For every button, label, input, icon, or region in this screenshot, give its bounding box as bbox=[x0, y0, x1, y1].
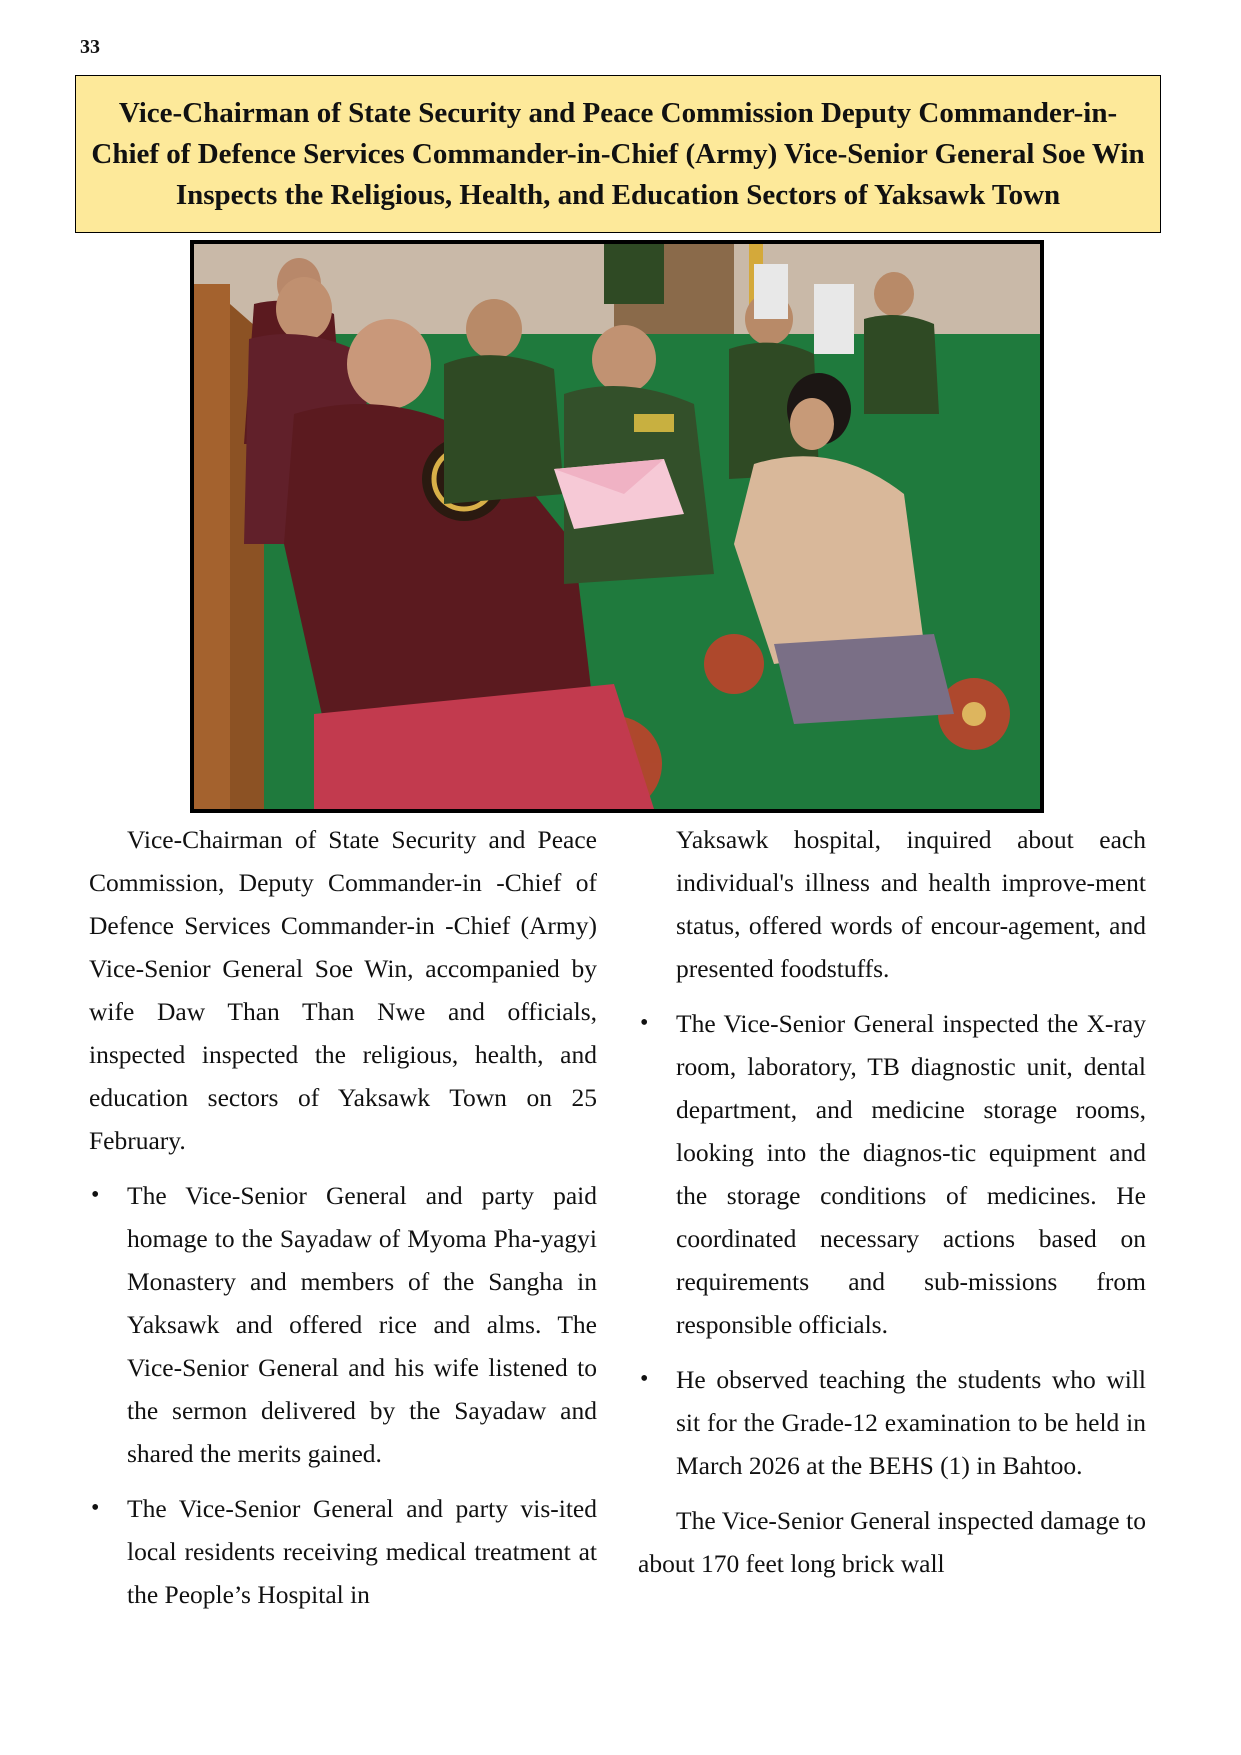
officer-body bbox=[604, 244, 664, 304]
officer-head bbox=[874, 272, 914, 316]
woman-skirt bbox=[774, 634, 954, 724]
attendee bbox=[754, 264, 788, 319]
news-photo bbox=[190, 240, 1044, 813]
bullet-list bbox=[89, 1174, 597, 1616]
bullet-inspection: • The Vice-Senior General inspected the X-ray room, laboratory, TB diagnostic unit, dental department, and medicine storage rooms, looking into the diagnos-tic equipment and the storage conditions of medicines. He coordinated necessary actions based on requirements and sub-missions from responsible officials. bbox=[638, 1002, 1146, 1346]
bullet-school: • He observed teaching the students who will sit for the Grade-12 examination to be held in March 2026 at the BEHS (1) in Bahtoo. bbox=[638, 1358, 1146, 1487]
attendee bbox=[814, 284, 854, 354]
carpet-medallion-center bbox=[962, 702, 986, 726]
bullet-hospital-visit: • The Vice-Senior General and party vis-ited local residents receiving medical treatment at the People’s Hospital in bbox=[89, 1487, 597, 1616]
monk-head bbox=[347, 319, 431, 409]
page-number: 33 bbox=[80, 36, 100, 58]
officer-ribbons bbox=[634, 414, 674, 432]
bullet-monastery: • The Vice-Senior General and party paid homage to the Sayadaw of Myoma Pha-yagyi Monastery and members of the Sangha in Yaksawk and offered rice and alms. The Vice-Senior General and his wife listened to the sermon delivered by the Sayadaw and shared the merits gained. bbox=[89, 1174, 597, 1475]
bullet-hospital-visit-continued: Yaksawk hospital, inquired about each individual's illness and health improve-ment status, offered words of encour-agement, and presented foodstuffs. bbox=[676, 825, 1146, 983]
officer-head bbox=[466, 299, 522, 359]
right-column bbox=[638, 818, 1146, 1585]
officer-body bbox=[864, 315, 939, 414]
officer-head bbox=[592, 325, 656, 393]
bullet-list-right bbox=[638, 1002, 1146, 1487]
carpet-medallion bbox=[704, 634, 764, 694]
photo-illustration bbox=[194, 244, 1040, 809]
closing-paragraph: The Vice-Senior General inspected damage to about 170 feet long brick wall bbox=[638, 1506, 1146, 1578]
officer-body bbox=[444, 355, 564, 504]
headline-box bbox=[75, 75, 1161, 233]
left-column bbox=[89, 818, 597, 1628]
carved-chair bbox=[194, 284, 230, 809]
headline: Vice-Chairman of State Security and Peace Commission Deputy Commander-in-Chief of Defence Services Commander-in-Chief (Army) Vice-Senior General Soe Win Inspects the Religious, Health, and Education Sectors of Yaksawk Town bbox=[91, 96, 1145, 211]
intro-paragraph: Vice-Chairman of State Security and Peace Commission, Deputy Commander-in -Chief of Defence Services Commander-in -Chief (Army) Vice-Senior General Soe Win, accompanied by wife Daw Than Than Nwe and officials, inspected inspected the religious, health, and education sectors of Yaksawk Town on 25 February. bbox=[89, 825, 597, 1155]
woman-face bbox=[790, 398, 834, 450]
monk-head bbox=[276, 277, 332, 341]
